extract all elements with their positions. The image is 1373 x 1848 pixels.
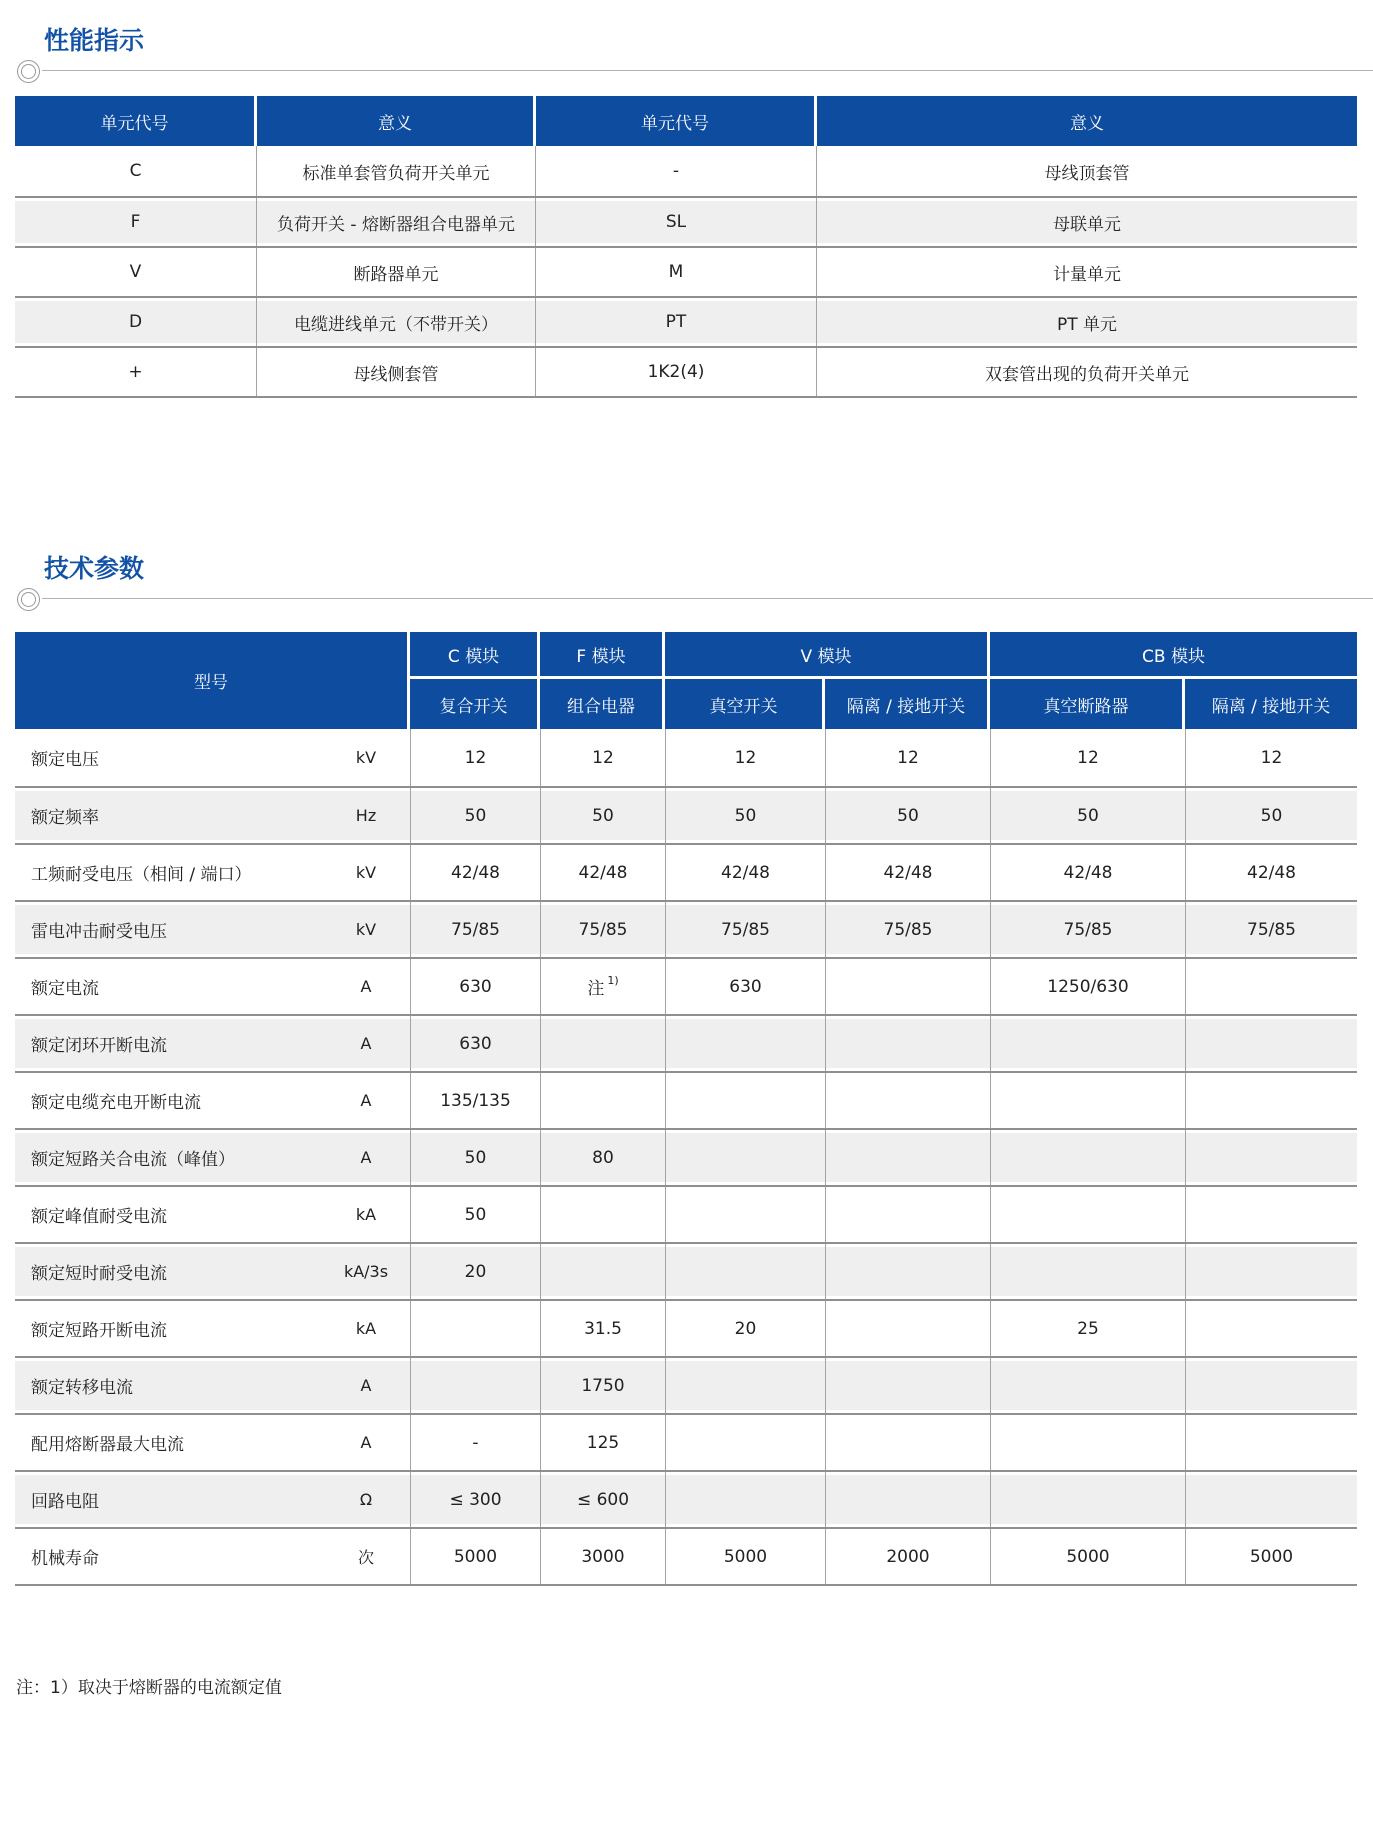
param-unit: A	[360, 1376, 372, 1395]
header-cell: 单元代号	[536, 96, 817, 146]
parameter-table	[15, 632, 1357, 1586]
value-cell	[410, 1301, 540, 1356]
value-cell	[825, 959, 990, 1014]
group-header-cell: C 模块	[410, 632, 540, 679]
table-cell: 负荷开关 - 熔断器组合电器单元	[257, 198, 536, 246]
sub-header-cell: 隔离 / 接地开关	[1185, 679, 1357, 729]
table-row	[15, 843, 1357, 900]
param-unit: kV	[355, 863, 377, 882]
table-cell: 断路器单元	[257, 248, 536, 296]
value-cell: 12	[825, 729, 990, 786]
value-cell	[825, 1187, 990, 1242]
value-cell	[825, 1301, 990, 1356]
value-cell	[990, 1244, 1185, 1299]
double-ring-icon	[21, 64, 36, 79]
table-row	[15, 196, 1357, 246]
value-cell	[825, 1073, 990, 1128]
value-cell: 75/85	[825, 902, 990, 957]
value-cell	[665, 1016, 825, 1071]
value-cell: 75/85	[410, 902, 540, 957]
value-cell: ≤ 300	[410, 1472, 540, 1527]
table-row	[15, 1527, 1357, 1584]
value-cell	[990, 1358, 1185, 1413]
group-header-cell: F 模块	[540, 632, 665, 679]
param-unit: A	[360, 977, 372, 996]
value-cell	[410, 1358, 540, 1413]
value-cell	[665, 1358, 825, 1413]
table-cell: 母联单元	[1053, 214, 1121, 235]
param-label-cell	[15, 729, 410, 786]
group-header-cell: V 模块	[665, 632, 990, 679]
value-cell	[540, 1016, 665, 1071]
footnote: 注：1）取决于熔断器的电流额定值	[16, 1678, 282, 1698]
table-row	[15, 786, 1357, 843]
header-cell: 意义	[817, 96, 1357, 146]
value-cell	[825, 1415, 990, 1470]
value-cell	[1185, 1244, 1357, 1299]
table-row	[15, 1071, 1357, 1128]
value-cell: 12	[665, 729, 825, 786]
table-cell: 标准单套管负荷开关单元	[257, 146, 536, 196]
table-row	[15, 1470, 1357, 1527]
value-cell	[665, 1187, 825, 1242]
param-name: 工频耐受电压（相间 / 端口）	[31, 865, 252, 885]
value-cell: 3000	[540, 1529, 665, 1584]
section-divider	[0, 584, 1373, 624]
param-label-cell	[15, 1073, 410, 1128]
value-cell: 42/48	[990, 845, 1185, 900]
value-cell: 1250/630	[990, 959, 1185, 1014]
value-cell: -	[410, 1415, 540, 1470]
value-cell: 5000	[410, 1529, 540, 1584]
param-name: 额定短路开断电流	[31, 1321, 167, 1341]
param-label-cell	[15, 1358, 410, 1413]
value-cell: 630	[665, 959, 825, 1014]
param-name: 额定转移电流	[31, 1378, 133, 1398]
param-name: 额定峰值耐受电流	[31, 1207, 167, 1227]
table-cell: V	[15, 248, 257, 296]
section-divider	[0, 56, 1373, 96]
unit-code-table	[15, 96, 1357, 398]
sub-header-cell: 真空开关	[665, 679, 825, 729]
table-row	[15, 1185, 1357, 1242]
value-cell: 42/48	[410, 845, 540, 900]
param-unit: kA/3s	[343, 1262, 389, 1281]
value-cell	[540, 1073, 665, 1128]
value-cell: 12	[990, 729, 1185, 786]
table-row	[15, 957, 1357, 1014]
unit-code-table-body	[15, 146, 1357, 398]
table-cell: D	[15, 298, 257, 346]
value-cell	[665, 1244, 825, 1299]
value-cell: 50	[410, 1130, 540, 1185]
param-unit: kA	[355, 1319, 377, 1338]
value-cell	[825, 1244, 990, 1299]
table-cell: PT	[536, 298, 817, 346]
divider-line	[42, 598, 1373, 599]
param-unit: kV	[355, 920, 377, 939]
value-cell	[990, 1187, 1185, 1242]
param-label-cell	[15, 1016, 410, 1071]
value-cell	[665, 1415, 825, 1470]
param-name: 额定电压	[31, 750, 99, 770]
table-cell: 母线侧套管	[257, 348, 536, 396]
table-row	[15, 1014, 1357, 1071]
value-cell: 20	[410, 1244, 540, 1299]
table-row	[15, 296, 1357, 346]
group-header-cell: CB 模块	[990, 632, 1357, 679]
value-cell	[1185, 959, 1357, 1014]
value-cell: 12	[540, 729, 665, 786]
value-cell: 12	[410, 729, 540, 786]
sub-header-cell: 真空断路器	[990, 679, 1185, 729]
value-cell: 75/85	[1185, 902, 1357, 957]
value-cell	[1185, 1358, 1357, 1413]
table-cell: 1K2(4)	[536, 348, 817, 396]
value-cell: ≤ 600	[540, 1472, 665, 1527]
table-row	[15, 246, 1357, 296]
value-cell	[1185, 1016, 1357, 1071]
header-cell: 意义	[257, 96, 536, 146]
param-unit: Hz	[355, 806, 377, 825]
param-label-cell	[15, 1301, 410, 1356]
table-cell: SL	[536, 198, 817, 246]
value-cell: 42/48	[540, 845, 665, 900]
value-cell: 135/135	[410, 1073, 540, 1128]
value-cell: 50	[990, 788, 1185, 843]
parameter-table-body	[15, 729, 1357, 1586]
param-label-cell	[15, 1244, 410, 1299]
value-cell: 630	[410, 1016, 540, 1071]
value-cell	[990, 1130, 1185, 1185]
param-name: 机械寿命	[31, 1549, 99, 1569]
section-title-performance: 性能指示	[44, 26, 145, 55]
value-cell	[825, 1358, 990, 1413]
param-label-cell	[15, 788, 410, 843]
value-cell: 75/85	[990, 902, 1185, 957]
param-name: 额定频率	[31, 808, 99, 828]
table-cell: -	[536, 146, 817, 196]
value-cell	[990, 1016, 1185, 1071]
param-unit: 次	[357, 1548, 374, 1567]
value-cell: 42/48	[1185, 845, 1357, 900]
param-unit: kA	[355, 1205, 377, 1224]
value-cell	[665, 1130, 825, 1185]
unit-code-table-header	[15, 96, 1357, 146]
value-cell	[665, 1472, 825, 1527]
param-name: 额定短路关合电流（峰值）	[31, 1150, 235, 1170]
section-performance-indication	[0, 0, 1373, 398]
table-row	[15, 1413, 1357, 1470]
value-cell	[1185, 1415, 1357, 1470]
value-cell: 50	[665, 788, 825, 843]
table-cell: M	[536, 248, 817, 296]
value-cell	[825, 1016, 990, 1071]
value-cell	[825, 1130, 990, 1185]
value-cell: 125	[540, 1415, 665, 1470]
param-unit: A	[360, 1034, 372, 1053]
value-cell: 31.5	[540, 1301, 665, 1356]
table-cell: +	[15, 348, 257, 396]
value-cell: 5000	[990, 1529, 1185, 1584]
param-name: 回路电阻	[31, 1492, 99, 1512]
param-label-cell	[15, 959, 410, 1014]
value-cell	[540, 1244, 665, 1299]
double-ring-icon	[21, 592, 36, 607]
section-title-parameters: 技术参数	[44, 554, 145, 583]
value-cell: 5000	[1185, 1529, 1357, 1584]
param-label-cell	[15, 902, 410, 957]
table-row	[15, 729, 1357, 786]
value-cell: 12	[1185, 729, 1357, 786]
param-name: 配用熔断器最大电流	[31, 1435, 184, 1455]
table-row	[15, 900, 1357, 957]
table-cell: PT 单元	[1056, 314, 1118, 335]
section-technical-parameters	[0, 398, 1373, 1586]
table-cell: 计量单元	[1053, 264, 1121, 285]
table-row	[15, 146, 1357, 196]
param-label-cell	[15, 1472, 410, 1527]
value-cell: 50	[825, 788, 990, 843]
param-label-cell	[15, 1415, 410, 1470]
value-cell: 5000	[665, 1529, 825, 1584]
value-cell	[1185, 1187, 1357, 1242]
value-cell: 50	[410, 788, 540, 843]
corner-cell-model: 型号	[15, 632, 410, 729]
table-cell: C	[15, 146, 257, 196]
param-name: 额定电缆充电开断电流	[31, 1093, 201, 1113]
table-row	[15, 346, 1357, 396]
header-cell: 单元代号	[15, 96, 257, 146]
value-cell: 75/85	[665, 902, 825, 957]
value-cell	[1185, 1130, 1357, 1185]
value-cell: 75/85	[540, 902, 665, 957]
param-unit: A	[360, 1091, 372, 1110]
value-cell: 1750	[540, 1358, 665, 1413]
value-cell	[540, 1187, 665, 1242]
sub-header-cell: 复合开关	[410, 679, 540, 729]
sub-header-cell: 组合电器	[540, 679, 665, 729]
param-name: 额定短时耐受电流	[31, 1264, 167, 1284]
value-cell: 630	[410, 959, 540, 1014]
table-cell: 母线顶套管	[1044, 163, 1130, 184]
value-cell: 25	[990, 1301, 1185, 1356]
value-cell	[1185, 1073, 1357, 1128]
param-unit: A	[360, 1148, 372, 1167]
footnote-marker: 1)	[607, 974, 619, 987]
value-cell	[990, 1472, 1185, 1527]
parameter-table-header	[15, 632, 1357, 729]
value-cell	[1185, 1301, 1357, 1356]
table-cell: F	[15, 198, 257, 246]
param-label-cell	[15, 1130, 410, 1185]
table-row	[15, 1242, 1357, 1299]
table-cell: 双套管出现的负荷开关单元	[985, 364, 1189, 385]
sub-header-cell: 隔离 / 接地开关	[825, 679, 990, 729]
value-cell: 注 $^{1)}$	[540, 959, 665, 1014]
param-name: 雷电冲击耐受电压	[31, 922, 167, 942]
param-label-cell	[15, 1529, 410, 1584]
table-row	[15, 1128, 1357, 1185]
param-unit: kV	[355, 748, 377, 767]
value-cell: 2000	[825, 1529, 990, 1584]
value-cell: 50	[410, 1187, 540, 1242]
value-cell: 42/48	[665, 845, 825, 900]
param-label-cell	[15, 1187, 410, 1242]
value-cell: 50	[1185, 788, 1357, 843]
param-label-cell	[15, 845, 410, 900]
value-cell	[665, 1073, 825, 1128]
param-unit: A	[360, 1433, 372, 1452]
table-cell: 电缆进线单元（不带开关）	[257, 298, 536, 346]
divider-line	[42, 70, 1373, 71]
value-cell	[990, 1415, 1185, 1470]
param-name: 额定电流	[31, 979, 99, 999]
value-cell	[1185, 1472, 1357, 1527]
table-row	[15, 1299, 1357, 1356]
value-cell	[990, 1073, 1185, 1128]
table-row	[15, 1356, 1357, 1413]
param-unit: Ω	[359, 1490, 373, 1509]
value-cell: 42/48	[825, 845, 990, 900]
value-cell: 50	[540, 788, 665, 843]
value-cell: 80	[540, 1130, 665, 1185]
value-cell: 20	[665, 1301, 825, 1356]
value-cell	[825, 1472, 990, 1527]
param-name: 额定闭环开断电流	[31, 1036, 167, 1056]
